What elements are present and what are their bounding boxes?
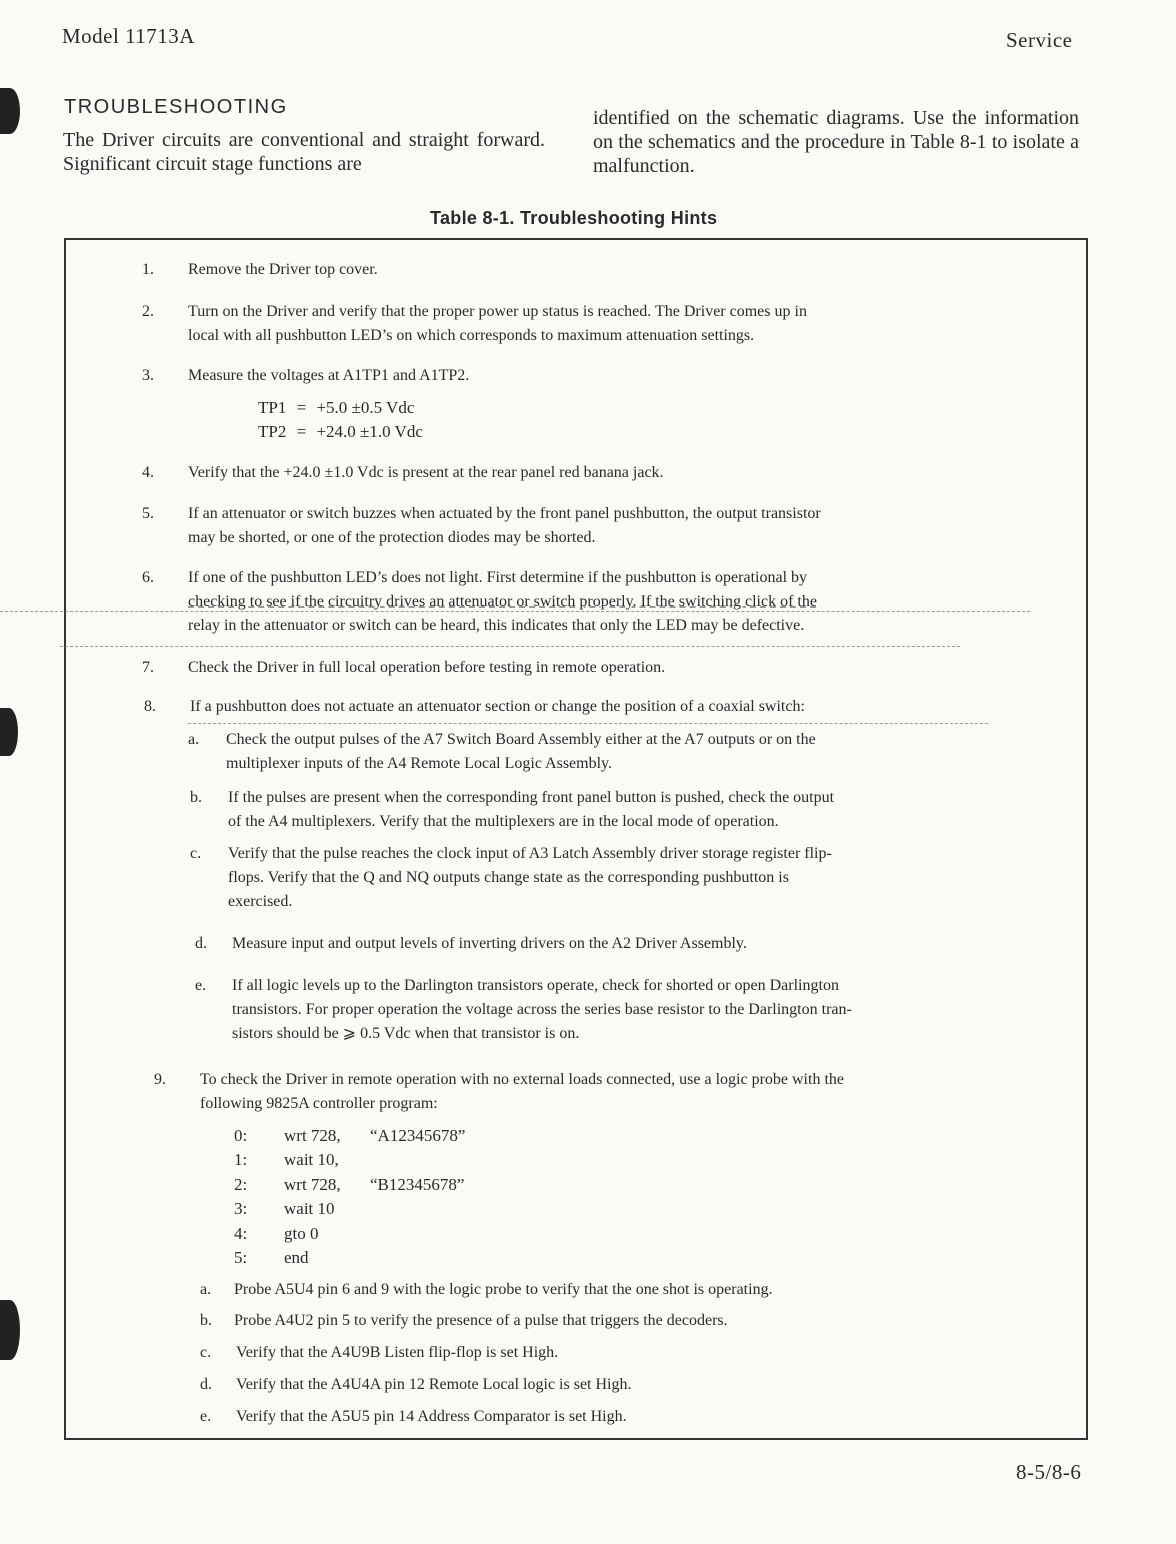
intro-column-left: The Driver circuits are conventional and straight forward. Significant circuit stage functions are — [63, 129, 545, 175]
sub-label: b. — [200, 1312, 212, 1329]
section-header: Service — [1006, 28, 1073, 52]
voltage-tp2: TP2 = +24.0 ±1.0 Vdc — [258, 422, 423, 441]
model-header: Model 11713A — [62, 24, 195, 48]
voltage-tp1: TP1 = +5.0 ±0.5 Vdc — [258, 398, 415, 417]
sub-text: Verify that the A5U5 pin 14 Address Comparator is set High. — [236, 1408, 627, 1425]
sub-label: e. — [200, 1408, 212, 1425]
program-line: 2: wrt 728, “B12345678” — [234, 1174, 465, 1194]
step-text: Turn on the Driver and verify that the proper power up status is reached. The Driver comes up in local with all pushbutton LED’s on which corresponds to maximum attenuation settings. — [188, 303, 807, 344]
troubleshooting-table — [64, 238, 1088, 1440]
step-number: 8. — [144, 698, 156, 715]
step-text: Measure the voltages at A1TP1 and A1TP2. — [188, 367, 470, 384]
step-text: Remove the Driver top cover. — [188, 261, 378, 278]
controller-program — [234, 1124, 465, 1270]
program-line: 3: wait 10 — [234, 1199, 335, 1219]
intro-column-right: identified on the schematic diagrams. Use the information on the schematics and the procedure in Table 8-1 to isolate a malfunction. — [593, 107, 1079, 177]
program-line: 5: end — [234, 1248, 309, 1268]
table-title: Table 8-1. Troubleshooting Hints — [430, 208, 718, 228]
sub-label: c. — [190, 845, 202, 862]
sub-text: If all logic levels up to the Darlington transistors operate, check for shorted or open Darlington transistors. For proper operation the voltage across the series base resistor to the Darlington tran- sistors should be ⩾ 0.5 Vdc when that transistor is on. — [232, 977, 852, 1042]
sub-text: Verify that the A4U9B Listen flip-flop is set High. — [236, 1344, 559, 1361]
sub-label: e. — [195, 977, 207, 994]
copy-artifact-line — [188, 723, 988, 724]
sub-label: c. — [200, 1344, 212, 1361]
sub-label: a. — [188, 731, 200, 748]
sub-text: If the pulses are present when the corresponding front panel button is pushed, check the output of the A4 multiplexers. Verify that the multiplexers are in the local mode of operation. — [228, 789, 835, 830]
program-line: 0: wrt 728, “A12345678” — [234, 1126, 466, 1145]
sub-text: Probe A5U4 pin 6 and 9 with the logic probe to verify that the one shot is operating. — [234, 1281, 773, 1298]
sub-label: a. — [200, 1281, 212, 1298]
sub-text: Measure input and output levels of inverting drivers on the A2 Driver Assembly. — [232, 935, 747, 952]
program-line: 1: wait 10, — [234, 1150, 339, 1170]
step-text: Check the Driver in full local operation before testing in remote operation. — [188, 659, 666, 676]
sub-label: d. — [195, 935, 207, 952]
step-text: If a pushbutton does not actuate an attenuator section or change the position of a coaxial switch: — [190, 698, 805, 715]
sub-text: Probe A4U2 pin 5 to verify the presence of a pulse that triggers the decoders. — [234, 1312, 728, 1329]
step-text: Verify that the +24.0 ±1.0 Vdc is present at the rear panel red banana jack. — [188, 464, 664, 481]
step-number: 6. — [142, 569, 154, 586]
step-number: 9. — [154, 1071, 166, 1088]
section-title: TROUBLESHOOTING — [64, 96, 288, 118]
step-text: If one of the pushbutton LED’s does not light. First determine if the pushbutton is operational by checking to see if the circuitry drives an attenuator or switch properly. If the switching click of the relay in the attenuator or switch can be heard, this indicates that only the LED may be defective. — [188, 569, 817, 634]
step-number: 7. — [142, 659, 154, 676]
step-number: 1. — [142, 261, 154, 278]
binding-mark — [0, 88, 20, 134]
page-number: 8-5/8-6 — [1016, 1460, 1082, 1484]
step-text: To check the Driver in remote operation with no external loads connected, use a logic probe with the following 9825A controller program: — [200, 1071, 844, 1112]
copy-artifact-line — [60, 646, 960, 647]
step-number: 5. — [142, 505, 154, 522]
step-text: If an attenuator or switch buzzes when actuated by the front panel pushbutton, the output transistor may be shorted, or one of the protection diodes may be shorted. — [188, 505, 821, 546]
step-number: 4. — [142, 464, 154, 481]
copy-artifact-line — [0, 611, 1030, 612]
sub-text: Check the output pulses of the A7 Switch Board Assembly either at the A7 outputs or on the multiplexer inputs of the A4 Remote Local Logic Assembly. — [226, 731, 816, 772]
program-line: 4: gto 0 — [234, 1223, 319, 1243]
sub-label: b. — [190, 789, 202, 806]
binding-mark — [0, 1300, 20, 1360]
binding-mark — [0, 708, 18, 756]
sub-text: Verify that the pulse reaches the clock input of A3 Latch Assembly driver storage register flip- flops. Verify that the Q and NQ outputs change state as the corresponding pushbutton is exercised. — [228, 845, 832, 910]
sub-text: Verify that the A4U4A pin 12 Remote Local logic is set High. — [236, 1376, 632, 1393]
step-number: 2. — [142, 303, 154, 320]
sub-label: d. — [200, 1376, 212, 1393]
step-number: 3. — [142, 367, 154, 384]
